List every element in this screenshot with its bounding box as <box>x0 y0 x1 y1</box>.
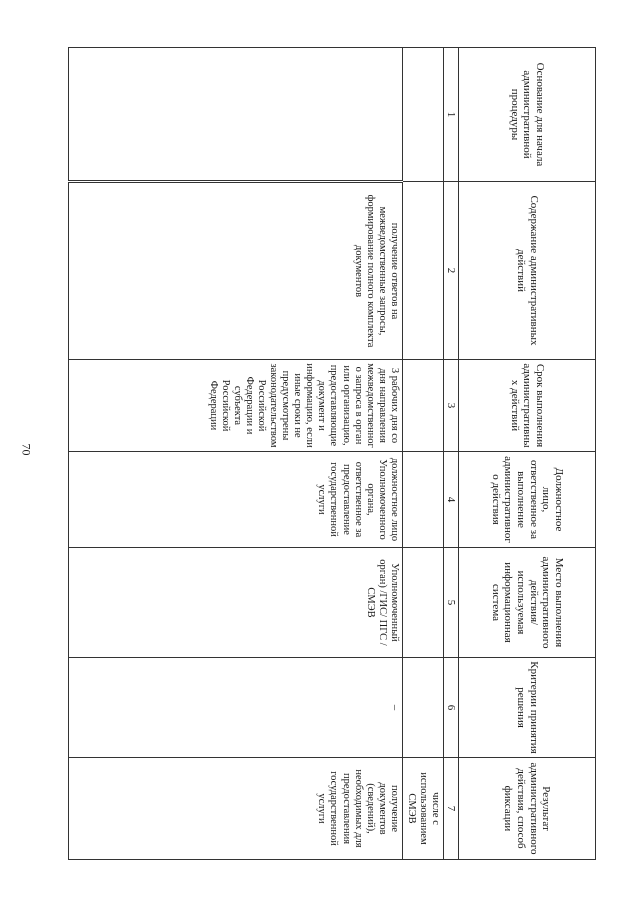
cell-basis <box>69 48 403 182</box>
cell-criteria: – <box>69 658 403 758</box>
table-row <box>69 48 403 860</box>
cell-deadline: 3 рабочих дня со дня направления межведомственного запроса в орган или организацию, предоставляющие документ и информацию, если иные сроки не предусмотрены законодательством Российской Федерации и субъекта Российской Федерации <box>69 360 403 452</box>
header-col-7: Результат административного действия, способ фиксации <box>459 758 596 860</box>
cont-cell-2 <box>402 182 443 360</box>
cont-cell-7: числе с использованием СМЭВ <box>402 758 443 860</box>
col-number-3: 3 <box>444 360 459 452</box>
cont-cell-1 <box>402 48 443 182</box>
header-col-3: Срок выполнения административных действий <box>459 360 596 452</box>
cell-responsible: должностное лицо Уполномоченного органа, ответственное за предоставление государственной услуги <box>69 452 403 548</box>
page-number: 70 <box>19 443 34 456</box>
col-number-6: 6 <box>444 658 459 758</box>
cont-cell-4 <box>402 452 443 548</box>
header-col-1: Основание для начала административной процедуры <box>459 48 596 182</box>
admin-procedure-table <box>68 47 596 860</box>
cont-cell-6 <box>402 658 443 758</box>
header-row <box>459 48 596 860</box>
col-number-4: 4 <box>444 452 459 548</box>
cell-result: получение документов (сведений), необходимых для предоставления государственной услуги <box>69 758 403 860</box>
cell-place: Уполномоченный орган) /ГИС/ ПГС / СМЭВ <box>69 548 403 658</box>
col-number-5: 5 <box>444 548 459 658</box>
header-col-6: Критерии принятия решения <box>459 658 596 758</box>
header-col-5: Место выполнения административного действия/ используемая информационная система <box>459 548 596 658</box>
cont-cell-5 <box>402 548 443 658</box>
cont-cell-3 <box>402 360 443 452</box>
continuation-row <box>402 48 443 860</box>
col-number-7: 7 <box>444 758 459 860</box>
cell-content: получение ответов на межведомственные запросы, формирование полного комплекта документов <box>69 182 403 360</box>
header-col-4: Должностное лицо, ответственное за выполнение административного действия <box>459 452 596 548</box>
col-number-1: 1 <box>444 48 459 182</box>
col-number-2: 2 <box>444 182 459 360</box>
rotated-table-sheet <box>68 47 596 859</box>
header-col-2: Содержание административных действий <box>459 182 596 360</box>
column-number-row <box>444 48 459 860</box>
